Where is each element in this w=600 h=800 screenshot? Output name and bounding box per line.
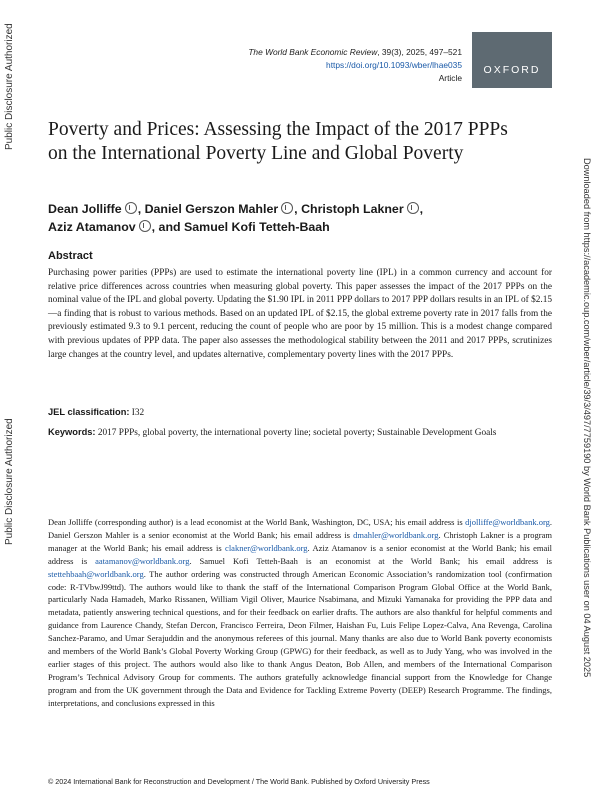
author-name: Dean Jolliffe bbox=[48, 202, 122, 216]
paper-title: Poverty and Prices: Assessing the Impact of the 2017 PPPs on the International Poverty Line and Global Poverty bbox=[48, 119, 508, 164]
author-name: Aziz Atamanov bbox=[48, 220, 136, 234]
footnote-text: . Daniel Gerszon Mahler is a senior economist at the World Bank; his email address is bbox=[48, 517, 552, 540]
volume-pages: , 39(3), 2025, 497–521 bbox=[377, 47, 462, 57]
orcid-icon[interactable] bbox=[125, 202, 137, 214]
article-type: Article bbox=[438, 73, 462, 83]
disclosure-stamp-top: Public Disclosure Authorized bbox=[4, 23, 15, 150]
orcid-icon[interactable] bbox=[139, 220, 151, 232]
jel-value: I32 bbox=[129, 408, 145, 418]
disclosure-stamp-middle: Public Disclosure Authorized bbox=[4, 418, 15, 545]
download-note-text: Downloaded from https://academic.oup.com/wber/article/39/3/497/7759190 by World Bank Publications user on 04 August 2025 bbox=[582, 158, 592, 678]
orcid-icon[interactable] bbox=[407, 202, 419, 214]
jel-label: JEL classification: bbox=[48, 407, 130, 417]
email-link[interactable]: dmahler@worldbank.org bbox=[353, 529, 439, 540]
footnote-text: . The author ordering was constructed through American Economic Association’s randomization tool (confirmation code: R-TVbwJ99ttd). The authors would like to thank the staff of the International Comparison Program Global Office at the World Bank, particularly Nada Hamadeh, Marko Rissanen, William Vigil Oliver, Maurice Nsabimana, and Mizuki Yamanaka for providing the PPP data and metadata, patiently answering technical questions, and for their feedback on earlier drafts. The authors are also thankful for helpful comments and guidance from Laurence Chandy, Stefan Dercon, Francisco Ferreira, Deon Filmer, Haishan Fu, Luis Felipe Lopez-Calva, Ana Revenga, Carolina Sanchez-Paramo, and Umar Serajuddin and the anonymous referees of this journal. Many thanks are also due to World Bank poverty economists and members of the World Bank’s Global Poverty Working Group (GPWG) for their feedback, as well as to Judy Yang, who was involved in the earlier stages of this project. The authors would also like to thank Angus Deaton, Bob Allen, and members of the International Comparison Program’s Technical Advisory Group for comments. The authors gratefully acknowledge financial support from the Knowledge for Change program and from the UK government through the Data and Evidence for Tackling Extreme Poverty (DEEP) Research Programme. The findings, interpretations, and conclusions expressed in this bbox=[48, 568, 552, 708]
author-footnote bbox=[48, 516, 552, 710]
email-link[interactable]: djolliffe@worldbank.org bbox=[465, 517, 550, 527]
author-separator: , bbox=[419, 202, 424, 216]
right-margin-download-note bbox=[580, 0, 594, 800]
left-margin-stamp bbox=[4, 0, 18, 800]
author-separator: , and bbox=[151, 220, 185, 234]
author-name: Daniel Gerszon Mahler bbox=[144, 202, 279, 216]
doi-link[interactable]: https://doi.org/10.1093/wber/lhae035 bbox=[326, 60, 462, 70]
footnote-text: . Aziz Atamanov is a senior economist at the World Bank; his email address is bbox=[48, 542, 552, 566]
footnote-text: . Christoph Lakner is a program manager at the World Bank; his email address is bbox=[48, 529, 553, 553]
author-separator: , bbox=[294, 202, 302, 216]
journal-name: The World Bank Economic Review bbox=[248, 47, 378, 57]
abstract-heading: Abstract bbox=[48, 250, 93, 262]
email-link[interactable]: aatamanov@worldbank.org bbox=[95, 555, 190, 566]
keywords-value: 2017 PPPs, global poverty, the international poverty line; societal poverty; Sustainable Development Goals bbox=[95, 428, 497, 438]
keywords bbox=[48, 426, 552, 441]
footnote-text: Dean Jolliffe (corresponding author) is a lead economist at the World Bank, Washington, DC, USA; his email address is bbox=[48, 517, 466, 527]
keywords-label: Keywords: bbox=[48, 427, 96, 437]
journal-citation bbox=[248, 46, 462, 59]
author-name: Samuel Kofi Tetteh-Baah bbox=[184, 220, 330, 234]
author-name: Christoph Lakner bbox=[301, 202, 404, 216]
footnote-text: . Samuel Kofi Tetteh-Baah is an economist at the World Bank; his email address is bbox=[189, 555, 552, 566]
orcid-icon[interactable] bbox=[281, 202, 293, 214]
oxford-logo: OXFORD bbox=[472, 32, 552, 88]
abstract-text: Purchasing power parities (PPPs) are used to estimate the international poverty line (IPL) in a common currency and account for relative price differences across countries when measuring global poverty. This paper assesses the impact of the 2017 PPPs on the nominal value of the IPL and global poverty. Updating the $1.90 IPL in 2011 PPP dollars to 2017 PPP dollars results in an IPL of $2.15—a finding that is robust to various methods. Based on an updated IPL of $2.15, the global extreme poverty rate in 2017 falls from the previously estimated 9.3 to 9.1 percent, reducing the count of people who are poor by 15 million. This is a modest change compared with previous updates of PPP data. The paper also assesses the methodological stability between the 2011 and 2017 PPPs, scrutinizes large changes at the country level, and updates alternative, complementary poverty lines with the 2017 PPPs. bbox=[48, 268, 552, 360]
email-link[interactable]: stettehbaah@worldbank.org bbox=[48, 568, 144, 579]
jel-classification bbox=[48, 406, 552, 421]
journal-header bbox=[48, 30, 552, 90]
author-separator: , bbox=[137, 202, 145, 216]
author-list bbox=[48, 200, 518, 236]
citation-block bbox=[248, 46, 462, 85]
email-link[interactable]: clakner@worldbank.org bbox=[225, 542, 308, 553]
copyright-line: © 2024 International Bank for Reconstruction and Development / The World Bank. Published by Oxford University Press bbox=[48, 777, 430, 786]
